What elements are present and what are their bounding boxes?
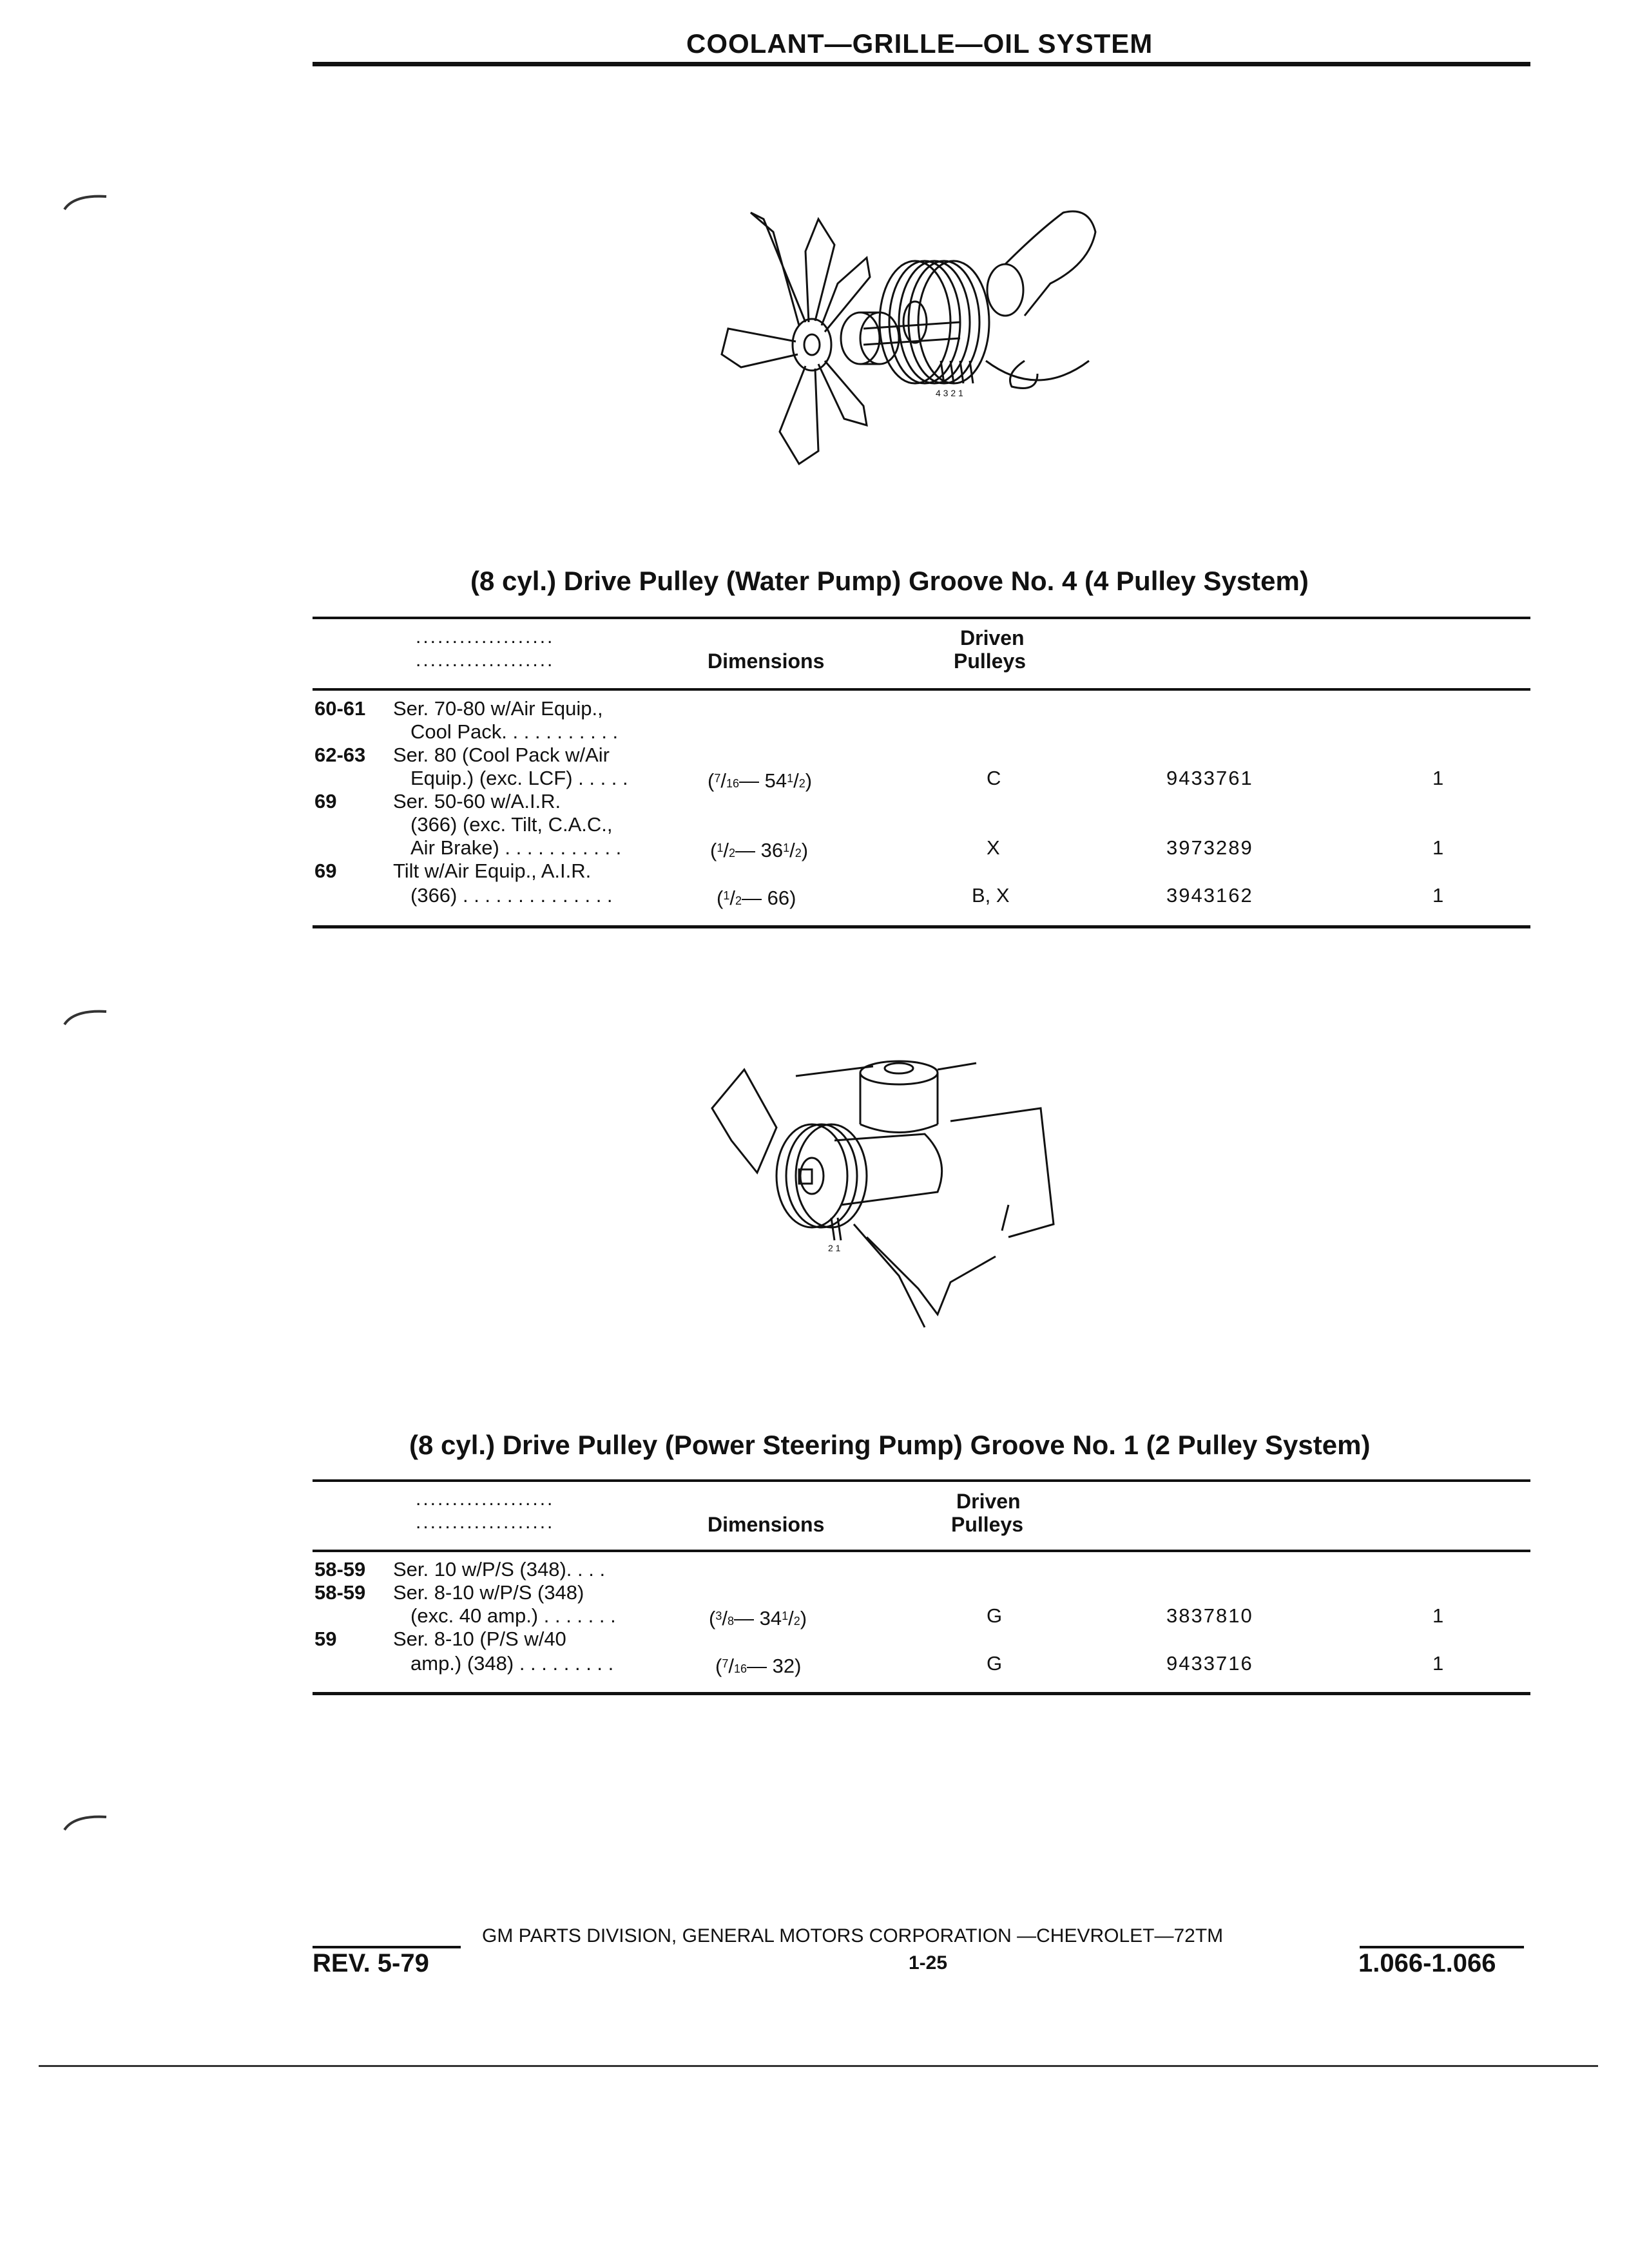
row-driven: G bbox=[987, 1652, 1003, 1675]
row-year: 60-61 bbox=[314, 697, 366, 720]
footer-publisher: GM PARTS DIVISION, GENERAL MOTORS CORPORATION —CHEVROLET—72TM bbox=[482, 1925, 1224, 1946]
groove-labels: 4 3 2 1 bbox=[936, 388, 963, 398]
row-quantity: 1 bbox=[1432, 884, 1444, 907]
row-year: 69 bbox=[314, 790, 337, 812]
col-dots: ................... bbox=[416, 1488, 555, 1510]
row-year: 59 bbox=[314, 1628, 337, 1650]
row-desc: Air Brake) . . . . . . . . . . . bbox=[410, 836, 622, 859]
row-quantity: 1 bbox=[1432, 1604, 1444, 1627]
row-desc: Ser. 8-10 w/P/S (348) bbox=[393, 1581, 584, 1604]
footer-rule-right bbox=[1360, 1946, 1524, 1948]
col-dots: ................... bbox=[416, 626, 555, 648]
groove-labels: 2 1 bbox=[828, 1243, 841, 1253]
row-driven: X bbox=[987, 836, 1000, 859]
row-desc: Ser. 8-10 (P/S w/40 bbox=[393, 1628, 566, 1650]
col-header-pulleys: Pulleys bbox=[951, 1513, 1024, 1536]
section-1-title: (8 cyl.) Drive Pulley (Water Pump) Groove No. 4 (4 Pulley System) bbox=[470, 566, 1309, 596]
row-desc: Cool Pack. . . . . . . . . . . bbox=[410, 720, 619, 743]
row-desc: (366) . . . . . . . . . . . . . . bbox=[410, 884, 613, 907]
footer-revision: REV. 5-79 bbox=[313, 1949, 429, 1977]
row-driven: G bbox=[987, 1604, 1003, 1627]
footer-rule-left bbox=[313, 1946, 461, 1948]
col-header-driven: Driven bbox=[960, 626, 1025, 649]
row-dimensions: ($^7$/16— $54^1/2$) bbox=[708, 769, 813, 792]
footer-code: 1.066-1.066 bbox=[1358, 1949, 1496, 1977]
row-dimensions: ($^1$/2— 66) bbox=[717, 887, 796, 909]
row-dimensions: ($^7$/16— 32) bbox=[715, 1655, 802, 1677]
power-steering-pump-illustration bbox=[706, 1044, 1066, 1340]
row-quantity: 1 bbox=[1432, 1652, 1444, 1675]
section-2-bottom-rule bbox=[313, 1692, 1530, 1695]
col-header-driven: Driven bbox=[956, 1490, 1021, 1513]
row-desc: (exc. 40 amp.) . . . . . . . bbox=[410, 1604, 616, 1627]
page-header: COOLANT—GRILLE—OIL SYSTEM bbox=[686, 28, 1153, 59]
row-desc: Tilt w/Air Equip., A.I.R. bbox=[393, 860, 592, 882]
row-part-number: 3837810 bbox=[1166, 1604, 1253, 1627]
row-dimensions: ($^3$/8— $34^1/2$) bbox=[709, 1607, 807, 1629]
margin-mark bbox=[61, 1002, 113, 1028]
footer-page-number: 1-25 bbox=[909, 1952, 948, 1974]
col-header-dimensions: Dimensions bbox=[708, 649, 825, 673]
col-dots: ................... bbox=[416, 1512, 555, 1533]
row-desc: Equip.) (exc. LCF) . . . . . bbox=[410, 767, 628, 789]
row-desc: Ser. 70-80 w/Air Equip., bbox=[393, 697, 603, 720]
row-year: 69 bbox=[314, 860, 337, 882]
section-1-header-rule bbox=[313, 688, 1530, 691]
row-part-number: 3943162 bbox=[1166, 884, 1253, 907]
col-header-pulleys: Pulleys bbox=[954, 649, 1027, 673]
header-rule bbox=[313, 62, 1530, 66]
row-desc: amp.) (348) . . . . . . . . . bbox=[410, 1652, 614, 1675]
row-desc: (366) (exc. Tilt, C.A.C., bbox=[410, 813, 613, 836]
section-2-header-rule bbox=[313, 1550, 1530, 1552]
row-quantity: 1 bbox=[1432, 836, 1444, 859]
row-part-number: 9433761 bbox=[1166, 767, 1253, 789]
row-year: 62-63 bbox=[314, 744, 366, 766]
margin-mark bbox=[61, 1807, 113, 1833]
row-desc: Ser. 80 (Cool Pack w/Air bbox=[393, 744, 610, 766]
margin-mark bbox=[61, 187, 113, 213]
row-desc: Ser. 10 w/P/S (348). . . . bbox=[393, 1558, 606, 1581]
row-desc: Ser. 50-60 w/A.I.R. bbox=[393, 790, 561, 812]
row-driven: B, X bbox=[972, 884, 1010, 907]
section-1-bottom-rule bbox=[313, 925, 1530, 928]
section-1-top-rule bbox=[313, 617, 1530, 619]
fan-pulley-illustration bbox=[702, 193, 1102, 477]
col-dots: ................... bbox=[416, 649, 555, 671]
row-part-number: 9433716 bbox=[1166, 1652, 1253, 1675]
scan-edge-line bbox=[39, 2065, 1598, 2067]
col-header-dimensions: Dimensions bbox=[708, 1513, 825, 1536]
section-2-top-rule bbox=[313, 1479, 1530, 1482]
row-quantity: 1 bbox=[1432, 767, 1444, 789]
row-year: 58-59 bbox=[314, 1581, 366, 1604]
row-dimensions: ($^1$/2— $36^1/2$) bbox=[710, 839, 809, 861]
section-2-title: (8 cyl.) Drive Pulley (Power Steering Pump) Groove No. 1 (2 Pulley System) bbox=[409, 1430, 1371, 1460]
row-driven: C bbox=[987, 767, 1001, 789]
row-part-number: 3973289 bbox=[1166, 836, 1253, 859]
row-year: 58-59 bbox=[314, 1558, 366, 1581]
